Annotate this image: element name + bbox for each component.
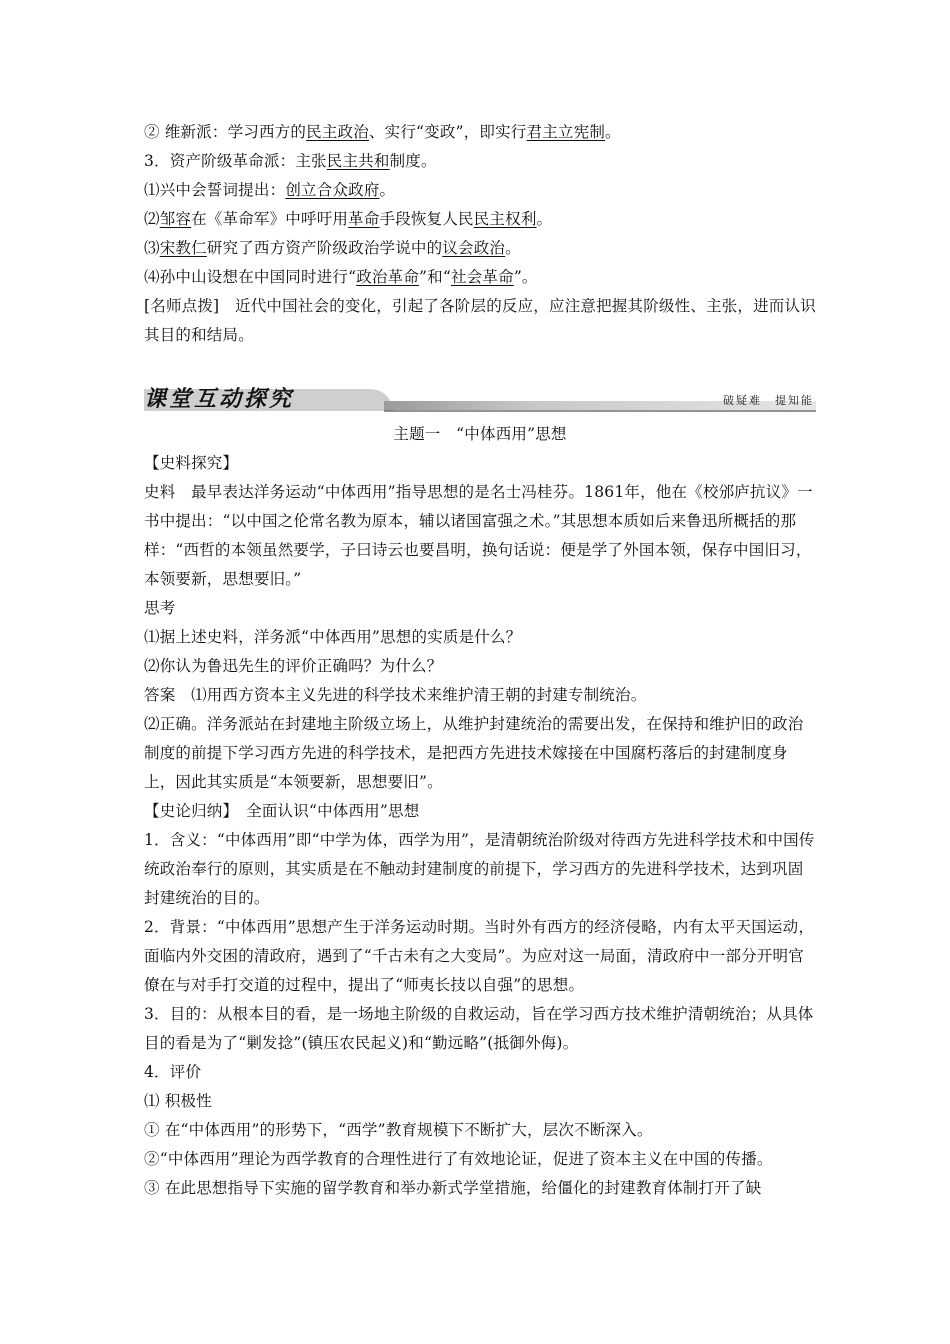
teacher-tip: [名师点拨] 近代中国社会的变化，引起了各阶层的反应，应注意把握其阶级性、主张，进而认识其目的和结局。 — [144, 297, 816, 344]
positive-point-3: ③ 在此思想指导下实施的留学教育和举办新式学堂措施，给僵化的封建教育体制打开了缺 — [144, 1179, 762, 1197]
question-2: ⑵你认为鲁迅先生的评价正确吗？为什么？ — [144, 657, 443, 675]
think-label: 思考 — [144, 599, 176, 617]
meaning-paragraph: 1．含义：“中体西用”即“中学为体，西学为用”，是清朝统治阶级对待西方先进科学技术和中国传统政治奉行的原则，其实质是在不触动封建制度的前提下，学习西方的先进科学技术，达到巩固封建统治的目的。 — [144, 831, 815, 907]
question-1: ⑴据上述史料，洋务派“中体西用”思想的实质是什么？ — [144, 628, 522, 646]
zourong-line: ⑵邹容在《革命军》中呼吁用革命手段恢复人民民主权利。 — [144, 210, 553, 228]
banner-right-text: 破疑难 提知能 — [723, 394, 814, 407]
topic-title: 主题一 “中体西用”思想 — [393, 425, 567, 443]
reformist-line: ② 维新派：学习西方的民主政治、实行“变政”，即实行君主立宪制。 — [144, 123, 621, 141]
answer-1: 答案 ⑴用西方资本主义先进的科学技术来维护清王朝的封建专制统治。 — [144, 686, 647, 704]
xingzhonghui-line: ⑴兴中会誓词提出：创立合众政府。 — [144, 181, 396, 199]
positive-heading: ⑴ 积极性 — [144, 1092, 212, 1110]
banner-title: 课堂互动探究 — [144, 386, 295, 412]
source-paragraph: 史料 最早表达洋务运动“中体西用”指导思想的是名士冯桂芬。1861年，他在《校邠庐抗议》一书中提出：“以中国之伦常名教为原本，辅以诸国富强之术。”其思想本质如后来鲁迅所概括的那样：“西哲的本领虽然要学，子曰诗云也要昌明，换句话说：便是学了外国本领，保存中国旧习，本领要新，思想要旧。” — [144, 483, 813, 588]
purpose-paragraph: 3．目的：从根本目的看，是一场地主阶级的自救运动，旨在学习西方技术维护清朝统治；从具体目的看是为了“剿发捻”(镇压农民起义)和“勤远略”(抵御外侮)。 — [144, 1005, 814, 1052]
section-heading-source: 【史料探究】 — [144, 454, 239, 472]
background-paragraph: 2．背景：“中体西用”思想产生于洋务运动时期。当时外有西方的经济侵略，内有太平天国运动，面临内外交困的清政府，遇到了“千古未有之大变局”。为应对这一局面，清政府中一部分开明官僚在与对手打交道的过程中，提出了“师夷长技以自强”的思想。 — [144, 918, 815, 994]
answer-2: ⑵正确。洋务派站在封建地主阶级立场上，从维护封建统治的需要出发，在保持和维护旧的政治制度的前提下学习西方先进的科学技术，是把西方先进技术嫁接在中国腐朽落后的封建制度身上，因此其实质是“本领要新，思想要旧”。 — [144, 715, 804, 791]
main-block — [144, 420, 816, 1203]
section-banner — [144, 383, 816, 415]
songjiaoren-line: ⑶宋教仁研究了西方资产阶级政治学说中的议会政治。 — [144, 239, 521, 257]
positive-point-1: ① 在“中体西用”的形势下，“西学”教育规模下不断扩大，层次不断深入。 — [144, 1121, 653, 1139]
revolutionary-line: 3．资产阶级革命派：主张民主共和制度。 — [144, 152, 437, 170]
evaluation-heading: 4．评价 — [144, 1063, 202, 1081]
top-block — [144, 118, 816, 350]
section-heading-summary: 【史论归纳】 全面认识“中体西用”思想 — [144, 802, 420, 820]
sunzhongshan-line: ⑷孙中山设想在中国同时进行“政治革命”和“社会革命”。 — [144, 268, 538, 286]
positive-point-2: ②“中体西用”理论为西学教育的合理性进行了有效地论证，促进了资本主义在中国的传播。 — [144, 1150, 773, 1168]
